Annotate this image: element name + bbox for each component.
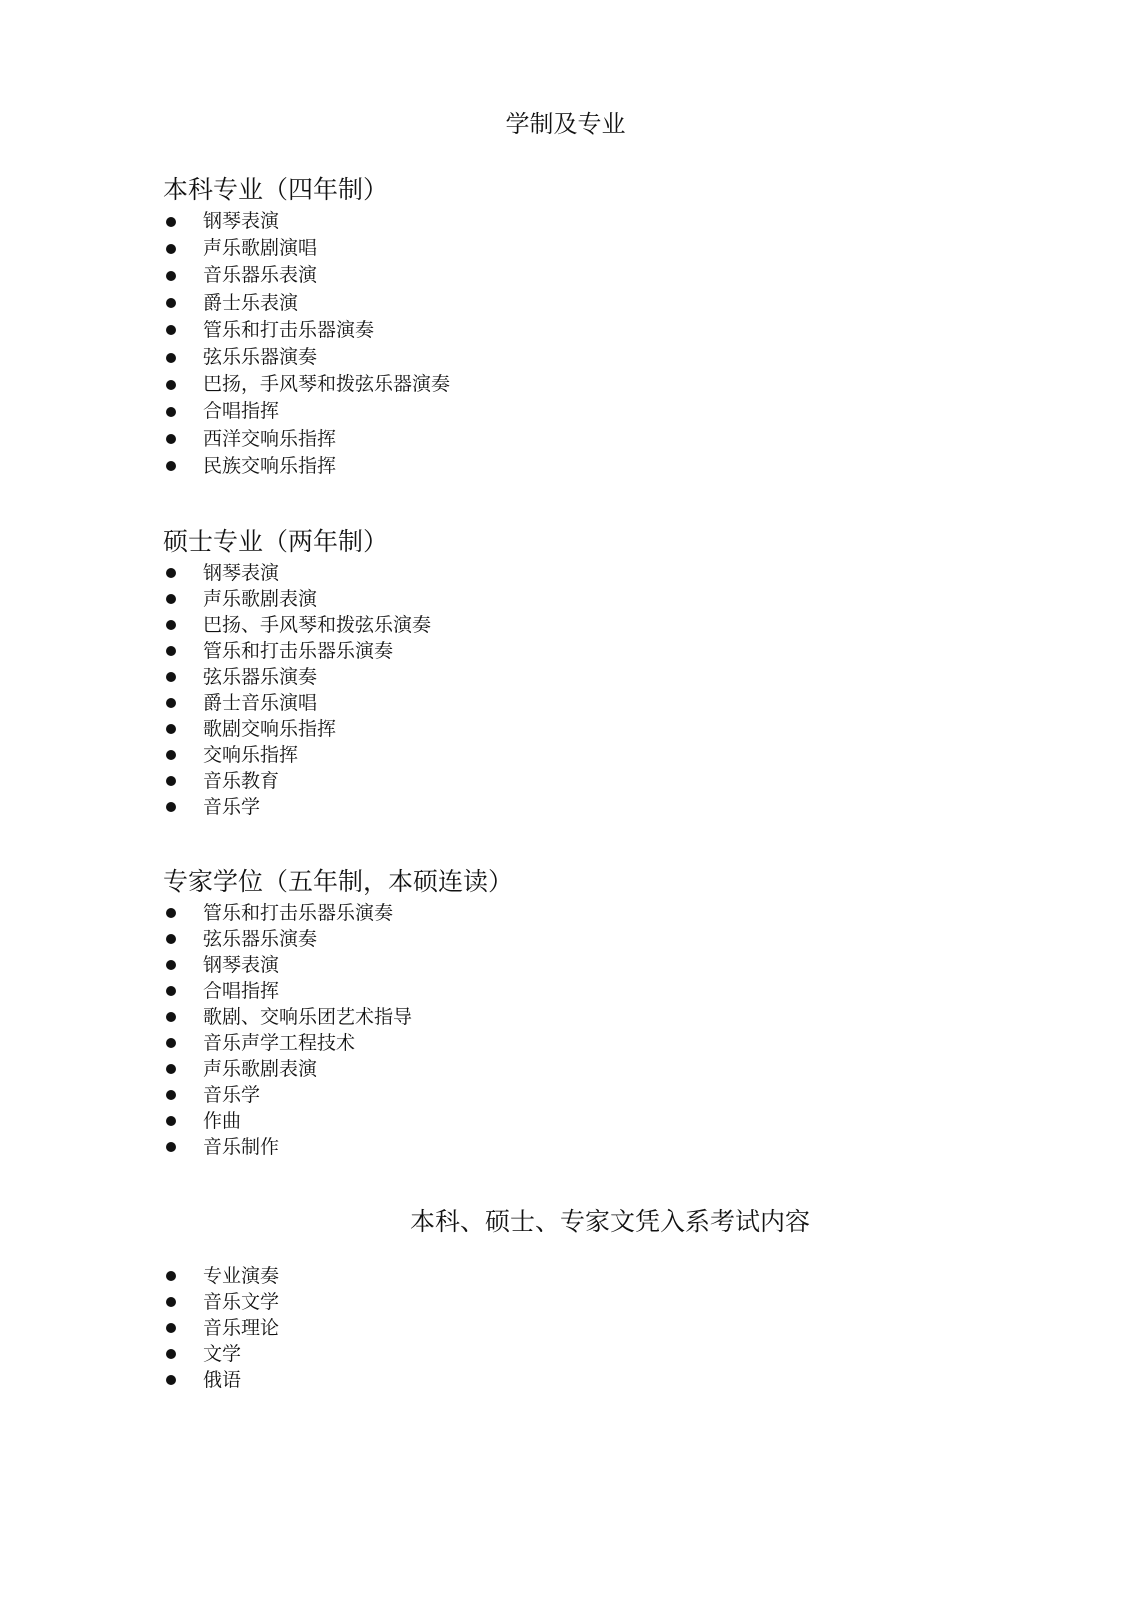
- list-item: 西洋交响乐指挥: [163, 426, 450, 453]
- list-item: 音乐声学工程技术: [163, 1030, 513, 1056]
- list-item: 钢琴表演: [163, 952, 513, 978]
- list-item: 管乐和打击乐器演奏: [163, 317, 450, 344]
- list-item: 音乐器乐表演: [163, 262, 450, 289]
- section-heading: 专家学位（五年制，本硕连读）: [163, 867, 514, 896]
- list-item: 音乐文学: [163, 1289, 279, 1315]
- list-item: 音乐学: [163, 1082, 513, 1108]
- list-item: 钢琴表演: [163, 560, 431, 586]
- section-specialist: [163, 865, 513, 1160]
- list-item: 歌剧交响乐指挥: [163, 716, 431, 742]
- list-item: 弦乐乐器演奏: [163, 344, 450, 371]
- list-item: 爵士乐表演: [163, 290, 450, 317]
- list-item: 弦乐器乐演奏: [163, 664, 431, 690]
- section-heading: 本科专业（四年制）: [163, 175, 389, 204]
- list-item: 文学: [163, 1341, 279, 1367]
- list-item: 声乐歌剧演唱: [163, 235, 450, 262]
- exam-title: 本科、硕士、专家文凭入系考试内容: [409, 1207, 810, 1236]
- section-master: [163, 525, 431, 820]
- list-item: 声乐歌剧表演: [163, 586, 431, 612]
- list-item: 民族交响乐指挥: [163, 453, 450, 480]
- major-list: [163, 560, 431, 820]
- major-list: [163, 900, 513, 1160]
- list-item: 歌剧、交响乐团艺术指导: [163, 1004, 513, 1030]
- list-item: 管乐和打击乐器乐演奏: [163, 900, 513, 926]
- list-item: 音乐制作: [163, 1134, 513, 1160]
- list-item: 爵士音乐演唱: [163, 690, 431, 716]
- list-item: 合唱指挥: [163, 978, 513, 1004]
- list-item: 巴扬，手风琴和拨弦乐器演奏: [163, 371, 450, 398]
- list-item: 弦乐器乐演奏: [163, 926, 513, 952]
- section-bachelor: [163, 173, 450, 480]
- section-exam: [163, 1263, 279, 1393]
- list-item: 音乐理论: [163, 1315, 279, 1341]
- list-item: 音乐教育: [163, 768, 431, 794]
- list-item: 作曲: [163, 1108, 513, 1134]
- list-item: 音乐学: [163, 794, 431, 820]
- list-item: 管乐和打击乐器乐演奏: [163, 638, 431, 664]
- page-title: 学制及专业: [505, 110, 626, 138]
- list-item: 声乐歌剧表演: [163, 1056, 513, 1082]
- list-item: 专业演奏: [163, 1263, 279, 1289]
- list-item: 俄语: [163, 1367, 279, 1393]
- list-item: 钢琴表演: [163, 208, 450, 235]
- list-item: 合唱指挥: [163, 398, 450, 425]
- list-item: 交响乐指挥: [163, 742, 431, 768]
- section-heading: 硕士专业（两年制）: [163, 527, 389, 556]
- list-item: 巴扬、手风琴和拨弦乐演奏: [163, 612, 431, 638]
- exam-list: [163, 1263, 279, 1393]
- major-list: [163, 208, 450, 480]
